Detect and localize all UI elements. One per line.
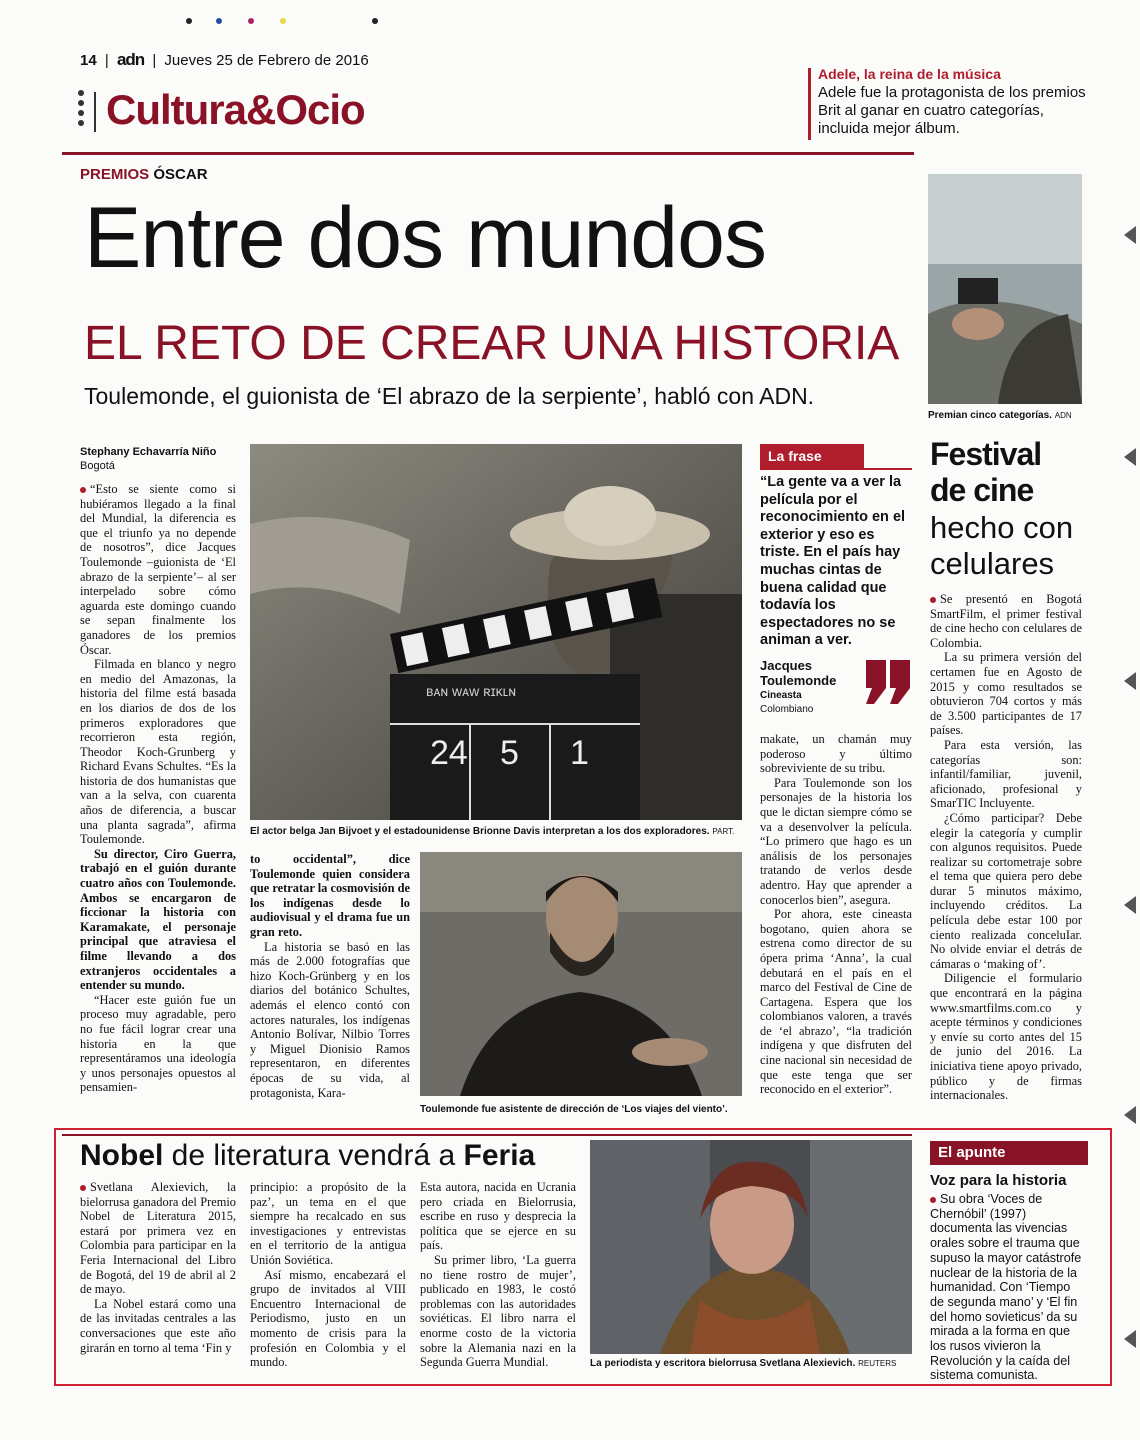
scan-edge-arrow-icon — [1124, 672, 1136, 690]
photo-festival — [928, 174, 1082, 404]
clapper-scene: 24 — [430, 734, 468, 772]
article-column-2 — [250, 852, 410, 1100]
scan-edge-arrow-icon — [1124, 226, 1136, 244]
kicker-rest: ÓSCAR — [149, 166, 208, 183]
paragraph: Esta autora, nacida en Ucrania pero criada en Bielorrusia, escribe en ruso y desprecia la política que se ejerce en su país. — [420, 1180, 576, 1253]
paragraph: La historia se basó en las más de 2.000 fotografías que hizo Koch-Grünberg y en los diarios del botánico Schultes, además el elenco contó con actores naturales, los indígenas Antonio Bolívar, Nilbio Torres y Miguel Dionisio Ramos representaron, en diferentes épocas de su vida, al protagonista, Kara- — [250, 939, 410, 1100]
scan-edge-arrow-icon — [1124, 1106, 1136, 1124]
headline: Entre dos mundos — [84, 190, 766, 286]
photo-caption-1: El actor belga Jan Bijvoet y el estadounidense Brionne Davis interpretan a los dos exploradores. PART. — [250, 826, 735, 837]
photo-toulemonde — [420, 852, 742, 1096]
paragraph: La Nobel estará como una de las invitadas centrales a las conversaciones que este año girarán en torno al tema ‘Fin y — [80, 1296, 236, 1355]
clapper-take-2: 1 — [570, 734, 589, 772]
closing-quote-icon — [862, 660, 914, 704]
nobel-column-2 — [250, 1180, 406, 1370]
apunte-text: Su obra ‘Voces de Chernóbil’ (1997) documenta las vivencias orales sobre el trauma que supuso la mayor catástrofe nuclear de la historia de la humanidad. Con ‘Tiempo de segunda mano’ y ‘El fin del homo sovieticus’ da su mirada a la forma en que los rusos vivieron la Revolución y la caída del sistema comunista. — [930, 1192, 1082, 1383]
photo-illustration — [420, 852, 742, 1096]
frase-author: Jacques Toulemonde — [760, 658, 837, 688]
teaser-bar — [808, 68, 811, 140]
registration-marks — [186, 18, 386, 28]
teaser-title[interactable]: Adele, la reina de la música — [818, 66, 1001, 82]
paragraph: Por ahora, este cineasta bogotano, quien ahora se estrena como director de su ópera prima ‘Anna’, la cual debutará en el país en el marco del Festival de Cine de Cartagena. Espera que los colombianos valoren, a través de ‘el abrazo’, “la tradición indígena y que disfruten del cine nacional sin necesidad de que este tenga que ser reconocido en el exterior”. — [760, 907, 912, 1097]
bullet-icon — [80, 487, 86, 493]
scan-edge-arrow-icon — [1124, 1330, 1136, 1348]
page-date: Jueves 25 de Febrero de 2016 — [164, 52, 369, 69]
nobel-headline: Nobel de literatura vendrá a Feria — [80, 1139, 536, 1172]
scan-edge-arrow-icon — [1124, 448, 1136, 466]
paragraph: Svetlana Alexievich, la bielorrusa ganadora del Premio Nobel de Literatura 2015, estará por primera vez en Colombia para participar en la Feria Internacional del Libro de Bogotá, del 19 de abril al 2 de mayo. — [80, 1180, 236, 1297]
subheadline: EL RETO DE CREAR UNA HISTORIA — [84, 317, 900, 370]
bullet-icon — [930, 1197, 936, 1203]
frase-country: Colombiano — [760, 704, 814, 715]
paragraph: makate, un chamán muy poderoso y último sobreviviente de su tribu. — [760, 732, 912, 776]
photo-caption-2: Toulemonde fue asistente de dirección de ‘Los viajes del viento’. — [420, 1104, 728, 1115]
festival-title: Festival de cine — [930, 436, 1042, 508]
festival-photo-caption: Premian cinco categorías. ADN — [928, 410, 1072, 421]
photo-illustration — [928, 174, 1082, 404]
byline-city: Bogotá — [80, 460, 115, 472]
photo-illustration — [250, 444, 742, 820]
page-folio: 14 | adn | Jueves 25 de Febrero de 2016 — [80, 50, 369, 69]
paragraph: ¿Cómo participar? Debe elegir la categoría y cumplir con algunos requisitos. Puede realizar su cortometraje sobre el tema que quiera pero debe durar 5 minutos máximo, incluyendo créditos. La película debe estar 100 por ciento realizada conceluIar. No olvide enviar el detrás de cámaras o ‘making of’. — [930, 810, 1082, 971]
paragraph: “Esto se siente como si hubiéramos llegado a la final del Mundial, la diferencia es que el triunfo ya no depende de nosotros”, dice Jacques Toulemonde –guionista de ‘El abrazo de la serpiente’– al ser interpelado sobre cómo aguarda este domingo cuando se sepan finalmente los ganadores de los premios Óscar. — [80, 482, 236, 657]
frase-role: Cineasta — [760, 690, 802, 701]
section-rule — [62, 152, 914, 155]
bullet-icon — [80, 1185, 86, 1191]
apunte-tag: El apunte — [930, 1141, 1088, 1165]
photo-clapperboard — [250, 444, 742, 820]
section-divider — [94, 92, 96, 132]
paragraph: Diligencie el formulario que encontrará en la página www.smartfilms.com.co y acepte términos y condiciones y envíe su corto antes del 15 de junio del 2016. La iniciativa tiene apoyo privado, público y de firmas internacionales. — [930, 971, 1082, 1103]
bullet-icon — [930, 597, 936, 603]
paragraph: Se presentó en Bogotá SmartFilm, el primer festival de cine hecho con celulares de Colombia. — [930, 592, 1082, 650]
brand-logo: adn — [116, 50, 145, 69]
article-kicker — [80, 166, 208, 183]
paragraph: Su director, Ciro Guerra, trabajó en el guión durante cuatro años con Toulemonde. Ambos se encargaron de ficcionar la historia con Karamakate, el personaje principal que atraviesa el filme llevando a dos extranjeros occidentales a entender su mundo. — [80, 846, 236, 993]
kicker-bold: PREMIOS — [80, 166, 150, 183]
paragraph: principio: a propósito de la paz’, un tema en el que siempre ha recalcado en sus investigaciones y entrevistas en el territorio de la antigua Unión Soviética. — [250, 1180, 406, 1267]
article-column-1 — [80, 482, 236, 1095]
article-column-3 — [760, 732, 912, 1097]
festival-body — [930, 592, 1082, 1103]
paragraph: La su primera versión del certamen fue en Agosto de 2015 y como resultados se obtuvieron 704 cortos y más de 3.500 participantes de 17 países. — [930, 650, 1082, 738]
page-number: 14 — [80, 52, 97, 69]
article-deck: Toulemonde, el guionista de ‘El abrazo de la serpiente’, habló con ADN. — [84, 383, 815, 409]
frase-quote: “La gente va a ver la película por el reconocimiento en el exterior y eso es triste. En el país hay muchas cintas de buena calidad que todavía los espectadores no se animan a ver. — [760, 474, 906, 649]
paragraph: Para Toulemonde son los personajes de la historia los que le dictan siempre cómo se va a desenvolver la película. “Lo primero que hago es un análisis de los personajes tratando de verlos desde adentro. Hay que aprender a conocerlos bien”, asegura. — [760, 775, 912, 907]
frase-rule — [760, 468, 912, 470]
frase-tag: La frase — [760, 444, 864, 468]
paragraph: “Hacer este guión fue un proceso muy agradable, pero no fue fácil lograr crear una historia en la que representáramos una ideología y unos personajes opuestos al pensamien- — [80, 992, 236, 1095]
clapper-take-1: 5 — [500, 734, 519, 772]
photo-caption-3: La periodista y escritora bielorrusa Svetlana Alexievich. REUTERS — [590, 1358, 897, 1369]
photo-alexievich — [590, 1140, 912, 1354]
nobel-rule — [62, 1134, 912, 1136]
section-dots — [78, 88, 86, 132]
paragraph: to occidental”, dice Toulemonde quien considera que retratar la cosmovisión de los indígenas desde lo audiovisual y el drama fue un gran reto. — [250, 852, 410, 939]
paragraph: Filmada en blanco y negro en medio del Amazonas, la historia del filme está basada en los diarios de dos de los primeros exploradores que recorrieron esta región, Theodor Koch-Grunberg y Richard Evans Schultes. “Es la historia de dos humanistas que van a la selva, con cuarenta años de diferencia, a buscar una planta sagrada”, afirma Toulemonde. — [80, 657, 236, 847]
section-title: Cultura&Ocio — [106, 86, 365, 133]
svg-text:ʙᴀɴ ᴡᴀᴡ ʀɪᴋʟɴ: ʙᴀɴ ᴡᴀᴡ ʀɪᴋʟɴ — [426, 683, 517, 699]
nobel-column-1 — [80, 1180, 236, 1355]
nobel-column-3 — [420, 1180, 576, 1370]
apunte-title: Voz para la historia — [930, 1172, 1067, 1189]
byline: Stephany Echavarría Niño — [80, 446, 217, 458]
paragraph: Su primer libro, ‘La guerra no tiene rostro de mujer’, publicado en 1983, le costó problemas con las autoridades soviéticas. El libro narra el enorme costo de la victoria sobre la Alemania nazi en la Segunda Guerra Mundial. — [420, 1252, 576, 1370]
scan-edge-arrow-icon — [1124, 896, 1136, 914]
paragraph: Así mismo, encabezará el grupo de invitados al VIII Encuentro Internacional de Periodismo, justo en un momento de crisis para la profesión en Colombia y el mundo. — [250, 1267, 406, 1370]
festival-subtitle: hecho con celulares — [930, 510, 1074, 581]
paragraph: Para esta versión, las categorías son: infantil/familiar, juvenil, aficionado, profesional y SmarTIC Incluyente. — [930, 737, 1082, 811]
teaser-text: Adele fue la protagonista de los premios Brit al ganar en cuatro categorías, incluida mejor álbum. — [818, 84, 1086, 137]
photo-illustration — [590, 1140, 912, 1354]
